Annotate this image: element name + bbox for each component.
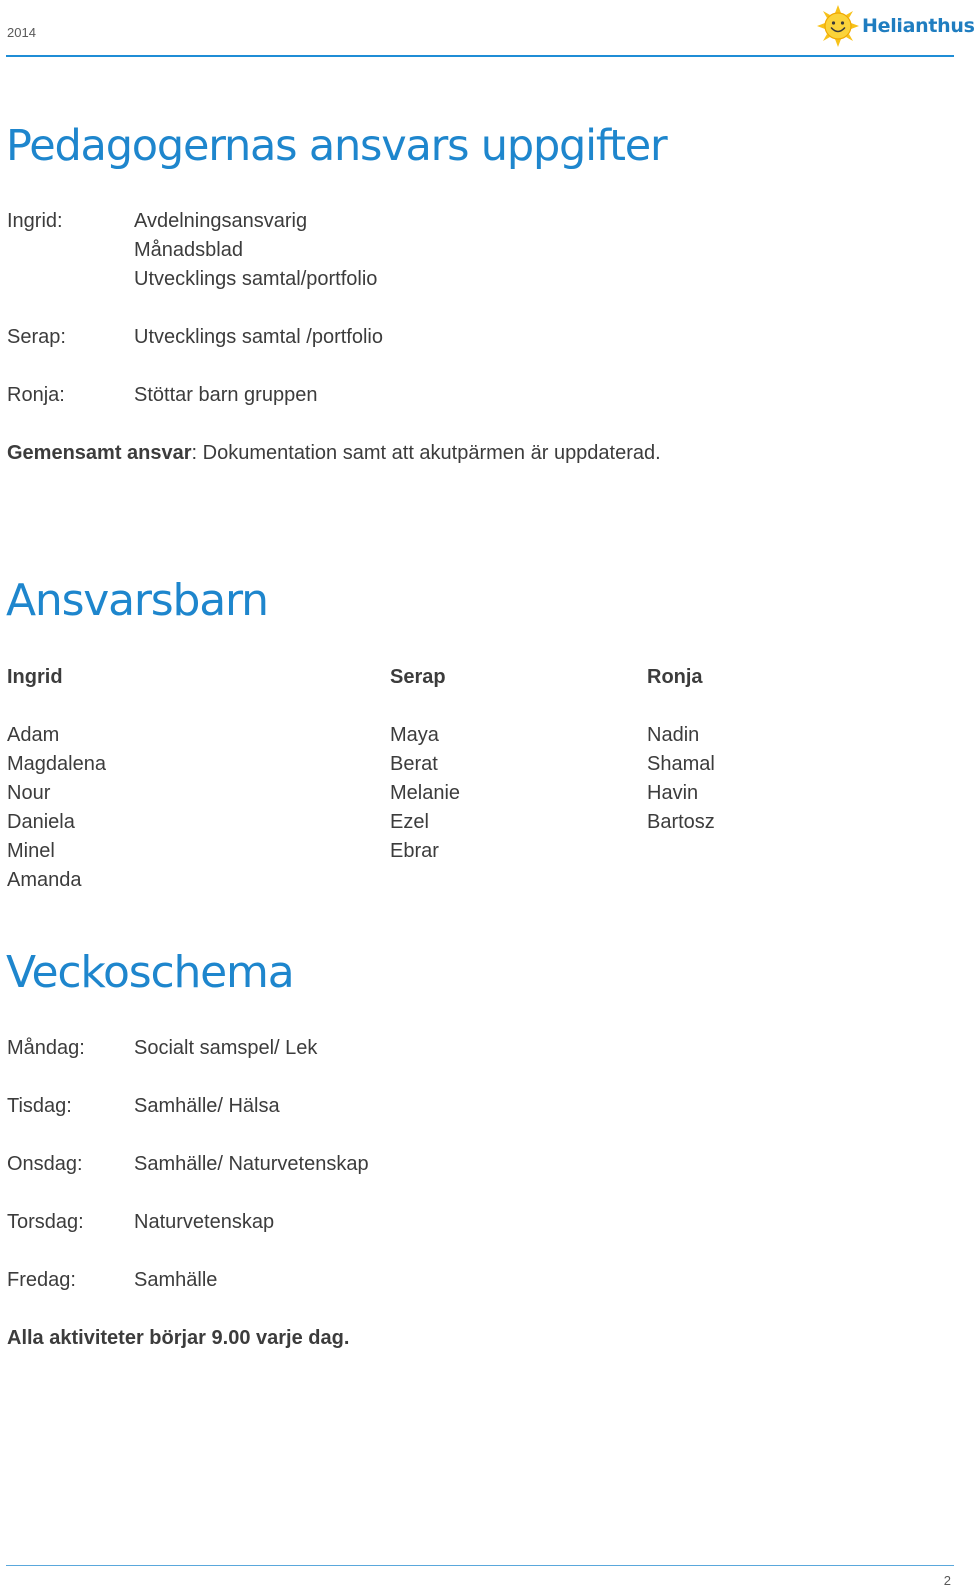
task-item: Månadsblad (134, 239, 243, 261)
child-name: Bartosz (647, 811, 715, 833)
section-title-children: Ansvarsbarn (6, 575, 268, 626)
child-name: Melanie (390, 782, 461, 804)
column-header: Ingrid (7, 666, 63, 688)
task-item: Stöttar barn gruppen (134, 384, 318, 406)
sun-smiley-icon (816, 4, 860, 48)
children-column-ronja (647, 663, 715, 837)
child-name: Daniela (7, 811, 75, 833)
child-name: Ebrar (390, 840, 439, 862)
schedule-day: Tisdag: (7, 1095, 72, 1117)
child-name: Minel (7, 840, 55, 862)
section-title-responsibilities: Pedagogernas ansvars uppgifter (6, 121, 667, 171)
child-name: Shamal (647, 753, 715, 775)
header-rule (6, 55, 954, 57)
schedule-activity: Samhälle/ Naturvetenskap (134, 1153, 369, 1175)
schedule-note: Alla aktiviteter börjar 9.00 varje dag. (7, 1327, 350, 1349)
task-item: Utvecklings samtal/portfolio (134, 268, 378, 290)
column-header: Serap (390, 666, 446, 688)
schedule-day: Fredag: (7, 1269, 76, 1291)
children-column-ingrid (7, 663, 106, 895)
schedule-activity: Socialt samspel/ Lek (134, 1037, 318, 1059)
task-item: Avdelningsansvarig (134, 210, 308, 232)
child-name: Magdalena (7, 753, 106, 775)
shared-responsibility (7, 439, 661, 468)
child-name: Adam (7, 724, 60, 746)
task-item: Utvecklings samtal /portfolio (134, 326, 383, 348)
shared-responsibility-label: Gemensamt ansvar (7, 442, 192, 464)
helianthus-logo (816, 4, 975, 48)
child-name: Nadin (647, 724, 700, 746)
footer-rule (6, 1565, 954, 1566)
child-name: Ezel (390, 811, 429, 833)
logo-text: Helianthus (862, 15, 975, 37)
schedule-activity: Samhälle (134, 1269, 218, 1291)
child-name: Amanda (7, 869, 82, 891)
child-name: Havin (647, 782, 699, 804)
page-number: 2 (943, 1573, 951, 1588)
schedule-day: Torsdag: (7, 1211, 84, 1233)
teacher-label: Ingrid: (7, 210, 63, 232)
schedule-day: Onsdag: (7, 1153, 83, 1175)
teacher-label: Ronja: (7, 384, 65, 406)
schedule-day: Måndag: (7, 1037, 85, 1059)
child-name: Maya (390, 724, 439, 746)
teacher-label: Serap: (7, 326, 66, 348)
column-header: Ronja (647, 666, 703, 688)
shared-responsibility-text: : Dokumentation samt att akutpärmen är uppdaterad. (191, 442, 661, 464)
schedule-activity: Naturvetenskap (134, 1211, 275, 1233)
child-name: Nour (7, 782, 51, 804)
schedule-activity: Samhälle/ Hälsa (134, 1095, 280, 1117)
children-column-serap (390, 663, 460, 866)
child-name: Berat (390, 753, 438, 775)
section-title-schedule: Veckoschema (6, 947, 294, 998)
header-year: 2014 (7, 25, 36, 40)
